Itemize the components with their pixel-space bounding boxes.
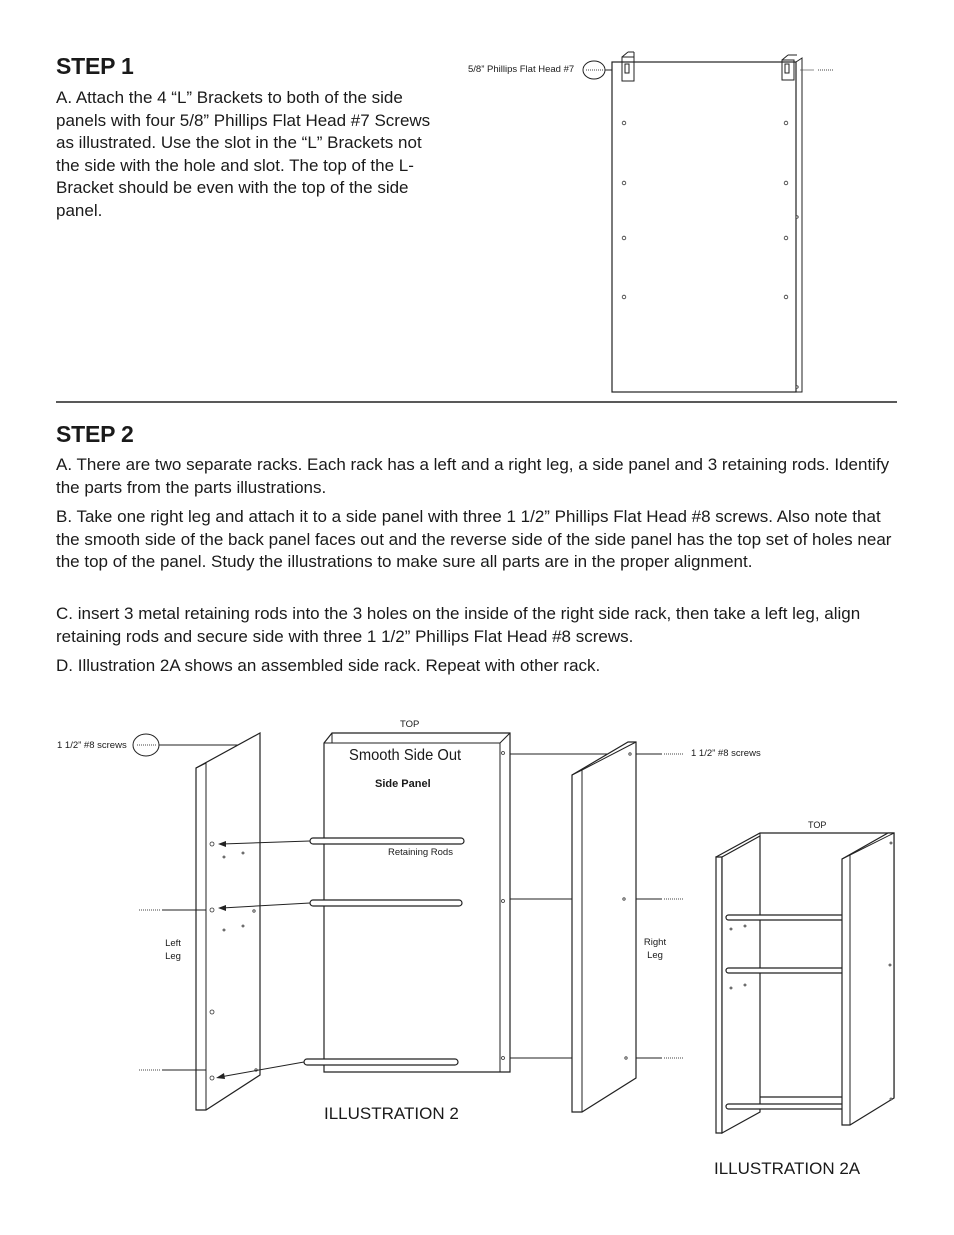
left-leg-label xyxy=(158,937,188,963)
retaining-rods-label: Retaining Rods xyxy=(388,847,453,858)
step1-title: STEP 1 xyxy=(56,53,134,79)
step1-screw-label: 5/8” Phillips Flat Head #7 xyxy=(468,64,575,75)
illustration2-screws-right-label: 1 1/2” #8 screws xyxy=(691,748,761,759)
left-leg-label-line2: Leg xyxy=(165,951,181,962)
smooth-side-out-label: Smooth Side Out xyxy=(349,747,462,764)
right-leg-label-line1: Right xyxy=(643,937,667,948)
right-leg-label xyxy=(638,936,672,962)
illustration2-caption: ILLUSTRATION 2 xyxy=(324,1104,459,1123)
step2-paragraph-c: C. insert 3 metal retaining rods into the 3 holes on the inside of the right side rack, then take a left leg, align retaining rods and secure side with three 1 1/2” Phillips Flat Head #8 screws. xyxy=(56,604,861,646)
step2-title: STEP 2 xyxy=(56,421,134,447)
step2-paragraph-a: A. There are two separate racks. Each rack has a left and a right leg, a side panel and 3 retaining rods. Identify the parts from the parts illustrations. xyxy=(56,455,890,497)
illustration2-screws-left-label: 1 1/2” #8 screws xyxy=(57,740,127,751)
step1-instructions: A. Attach the 4 “L” Brackets to both of the side panels with four 5/8” Phillips Flat Head #7 Screws as illustrated. Use the slot in the “L” Brackets not the side with the hole and slot. The top of the L-Bracket should be even with the top of the side panel. xyxy=(56,88,431,220)
illustration2a-top-label: TOP xyxy=(808,820,827,830)
side-panel-label: Side Panel xyxy=(375,778,431,790)
right-leg-label-line2: Leg xyxy=(647,950,663,961)
illustration2a-caption: ILLUSTRATION 2A xyxy=(714,1159,861,1178)
step2-paragraph-d: D. Illustration 2A shows an assembled side rack. Repeat with other rack. xyxy=(56,656,601,675)
step2-paragraph-b: B. Take one right leg and attach it to a side panel with three 1 1/2” Phillips Flat Head #8 screws. Also note that the smooth side of the back panel faces out and the reverse side of the side panel has the top set of holes near the top of the panel. Study the illustrations to make sure all parts are in the proper alignment. xyxy=(56,507,892,571)
left-leg-label-line1: Left xyxy=(165,938,181,949)
illustration2-top-label: TOP xyxy=(400,719,420,730)
